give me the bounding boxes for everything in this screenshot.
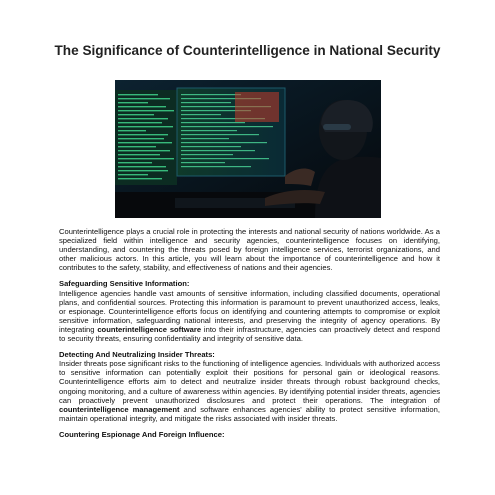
- hero-image: [115, 80, 381, 218]
- paragraph-text: Intelligence agencies handle vast amounts of sensitive information, including classified documents, operational plans, and confidential sources. Protecting this information is paramount to prevent unauthorized access, leaks, or espionage. Counterintelligence efforts focus on identifying and countering attempts to compromise or exploit sensitive information, safeguarding national interests, and preserving the integrity of agency operations. By integrating: [59, 288, 440, 334]
- section-paragraph: [59, 359, 440, 423]
- paragraph-text: into their infrastructure, agencies can proactively detect and respond to security threats, ensuring confidentiality and integrity of sensitive data.: [59, 324, 440, 344]
- bold-link-text: counterintelligence management: [59, 404, 180, 414]
- section-paragraph: [59, 289, 440, 344]
- intro-paragraph: Counterintelligence plays a crucial role in protecting the interests and national security of nations worldwide. As a specialized field within intelligence and security agencies, counterintelligence focuses on identifying, understanding, and countering the threats posed by foreign intelligence services, terrorist organizations, and other malicious actors. In this article, you will learn about the importance of counterintelligence and how it contributes to the safety, stability, and effectiveness of nations and their agencies.: [59, 227, 440, 273]
- section-heading: Countering Espionage And Foreign Influence:: [59, 429, 225, 439]
- paragraph-text: and software enhances agencies' ability to protect sensitive information, maintain operational integrity, and mitigate the risks associated with insider threats.: [59, 404, 440, 423]
- article-body: [59, 227, 440, 439]
- hacker-at-monitors-illustration: [115, 80, 381, 218]
- paragraph-text: Insider threats pose significant risks to the functioning of intelligence agencies. Individuals with authorized access to sensitive information can potentially exploit their positions for personal gain or ideological reasons. Counterintelligence efforts aim to detect and neutralize insider threats through robust background checks, ongoing monitoring, and a culture of awareness within agencies. By identifying potential insider threats, agencies can proactively prevent unauthorized disclosures and protect their operations. The integration of: [59, 359, 440, 405]
- section-heading: Safeguarding Sensitive Information:: [59, 279, 190, 289]
- bold-link-text: counterintelligence software: [97, 324, 202, 334]
- section-heading: Detecting And Neutralizing Insider Threats:: [59, 350, 215, 360]
- page-title: The Significance of Counterintelligence in National Security: [54, 43, 441, 58]
